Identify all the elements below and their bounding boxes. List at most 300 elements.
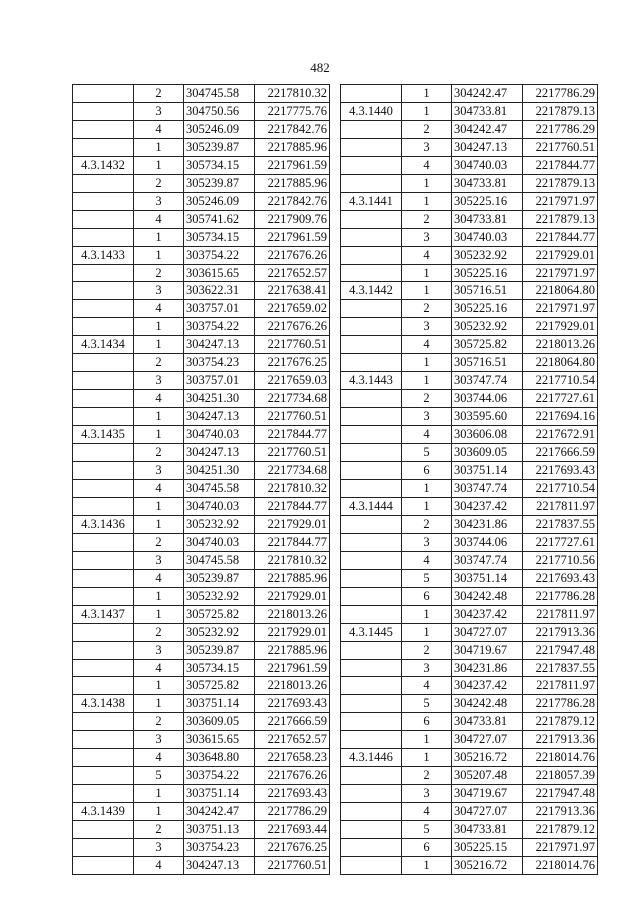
y-coordinate-cell: 2218013.26 [255, 677, 330, 695]
table-row [73, 731, 330, 749]
table-row [73, 282, 330, 300]
y-coordinate-cell: 2217811.97 [523, 497, 598, 515]
point-number-cell: 2 [402, 210, 452, 228]
table-row [73, 264, 330, 282]
parcel-id-cell [341, 695, 402, 713]
parcel-id-cell [341, 587, 402, 605]
point-number-cell: 1 [402, 856, 452, 874]
table-row [341, 731, 598, 749]
parcel-id-cell: 4.3.1439 [73, 803, 134, 821]
parcel-id-cell [341, 821, 402, 839]
parcel-id-cell [73, 533, 134, 551]
y-coordinate-cell: 2217727.61 [523, 533, 598, 551]
y-coordinate-cell: 2217947.48 [523, 641, 598, 659]
point-number-cell: 2 [134, 713, 184, 731]
point-number-cell: 1 [402, 282, 452, 300]
parcel-id-cell [341, 659, 402, 677]
point-number-cell: 2 [134, 264, 184, 282]
table-row [341, 174, 598, 192]
table-row [341, 785, 598, 803]
x-coordinate-cell: 303744.06 [452, 390, 523, 408]
y-coordinate-cell: 2217811.97 [523, 677, 598, 695]
point-number-cell: 3 [134, 551, 184, 569]
parcel-id-cell [341, 856, 402, 874]
point-number-cell: 1 [134, 587, 184, 605]
parcel-id-cell [73, 408, 134, 426]
parcel-id-cell [73, 174, 134, 192]
x-coordinate-cell: 305716.51 [452, 354, 523, 372]
parcel-id-cell [341, 533, 402, 551]
y-coordinate-cell: 2217760.51 [255, 444, 330, 462]
table-row [73, 318, 330, 336]
table-row [73, 156, 330, 174]
y-coordinate-cell: 2217811.97 [523, 605, 598, 623]
point-number-cell: 1 [402, 479, 452, 497]
y-coordinate-cell: 2217929.01 [523, 318, 598, 336]
point-number-cell: 1 [402, 102, 452, 120]
x-coordinate-cell: 303751.14 [184, 785, 255, 803]
parcel-id-cell [73, 372, 134, 390]
x-coordinate-cell: 303757.01 [184, 372, 255, 390]
point-number-cell: 1 [402, 497, 452, 515]
y-coordinate-cell: 2217885.96 [255, 641, 330, 659]
y-coordinate-cell: 2217971.97 [523, 300, 598, 318]
table-row [73, 713, 330, 731]
parcel-id-cell [73, 856, 134, 874]
parcel-id-cell [73, 677, 134, 695]
parcel-id-cell [73, 641, 134, 659]
table-row [73, 623, 330, 641]
y-coordinate-cell: 2217961.59 [255, 228, 330, 246]
table-row [73, 695, 330, 713]
point-number-cell: 2 [134, 623, 184, 641]
point-number-cell: 3 [402, 408, 452, 426]
point-number-cell: 1 [402, 372, 452, 390]
y-coordinate-cell: 2217666.59 [523, 444, 598, 462]
y-coordinate-cell: 2217786.29 [523, 120, 598, 138]
point-number-cell: 1 [402, 605, 452, 623]
y-coordinate-cell: 2217710.54 [523, 479, 598, 497]
x-coordinate-cell: 305246.09 [184, 192, 255, 210]
y-coordinate-cell: 2217961.59 [255, 156, 330, 174]
x-coordinate-cell: 305239.87 [184, 569, 255, 587]
table-row [341, 515, 598, 533]
table-row [73, 821, 330, 839]
x-coordinate-cell: 303747.74 [452, 479, 523, 497]
point-number-cell: 4 [402, 677, 452, 695]
parcel-id-cell [341, 677, 402, 695]
table-row [341, 228, 598, 246]
y-coordinate-cell: 2217885.96 [255, 174, 330, 192]
y-coordinate-cell: 2218013.26 [523, 336, 598, 354]
coordinates-table-left [72, 84, 330, 875]
page-number: 482 [310, 60, 330, 75]
x-coordinate-cell: 304242.48 [452, 587, 523, 605]
x-coordinate-cell: 304740.03 [452, 156, 523, 174]
point-number-cell: 1 [402, 354, 452, 372]
parcel-id-cell [73, 102, 134, 120]
table-row [341, 354, 598, 372]
x-coordinate-cell: 305225.16 [452, 192, 523, 210]
x-coordinate-cell: 303648.80 [184, 749, 255, 767]
parcel-id-cell [341, 264, 402, 282]
point-number-cell: 3 [402, 533, 452, 551]
coordinates-table-right [340, 84, 598, 875]
table-row [341, 336, 598, 354]
y-coordinate-cell: 2217652.57 [255, 731, 330, 749]
point-number-cell: 5 [134, 767, 184, 785]
point-number-cell: 2 [134, 444, 184, 462]
parcel-id-cell: 4.3.1435 [73, 426, 134, 444]
parcel-id-cell [341, 551, 402, 569]
table-row [73, 390, 330, 408]
parcel-id-cell [73, 569, 134, 587]
y-coordinate-cell: 2218064.80 [523, 354, 598, 372]
y-coordinate-cell: 2217710.54 [523, 372, 598, 390]
parcel-id-cell [341, 462, 402, 480]
y-coordinate-cell: 2217842.76 [255, 120, 330, 138]
point-number-cell: 5 [402, 444, 452, 462]
x-coordinate-cell: 304231.86 [452, 659, 523, 677]
y-coordinate-cell: 2218013.26 [255, 605, 330, 623]
x-coordinate-cell: 304242.47 [184, 803, 255, 821]
y-coordinate-cell: 2218014.76 [523, 749, 598, 767]
point-number-cell: 1 [134, 426, 184, 444]
table-row [73, 803, 330, 821]
x-coordinate-cell: 303609.05 [452, 444, 523, 462]
y-coordinate-cell: 2217638.41 [255, 282, 330, 300]
parcel-id-cell [73, 138, 134, 156]
table-row [73, 210, 330, 228]
point-number-cell: 1 [134, 605, 184, 623]
table-row [341, 210, 598, 228]
point-number-cell: 1 [402, 749, 452, 767]
x-coordinate-cell: 304247.13 [184, 444, 255, 462]
point-number-cell: 2 [402, 300, 452, 318]
point-number-cell: 2 [134, 821, 184, 839]
y-coordinate-cell: 2217693.43 [523, 569, 598, 587]
y-coordinate-cell: 2217837.55 [523, 515, 598, 533]
y-coordinate-cell: 2217786.28 [523, 695, 598, 713]
parcel-id-cell [341, 336, 402, 354]
x-coordinate-cell: 303609.05 [184, 713, 255, 731]
point-number-cell: 1 [402, 85, 452, 103]
x-coordinate-cell: 305725.82 [184, 677, 255, 695]
table-row [341, 767, 598, 785]
table-row [341, 120, 598, 138]
parcel-id-cell [73, 85, 134, 103]
x-coordinate-cell: 305239.87 [184, 641, 255, 659]
table-row [341, 462, 598, 480]
x-coordinate-cell: 305734.15 [184, 659, 255, 677]
parcel-id-cell [73, 785, 134, 803]
y-coordinate-cell: 2217727.61 [523, 390, 598, 408]
x-coordinate-cell: 304740.03 [184, 533, 255, 551]
y-coordinate-cell: 2218057.39 [523, 767, 598, 785]
table-row [73, 246, 330, 264]
point-number-cell: 4 [134, 390, 184, 408]
parcel-id-cell [341, 246, 402, 264]
y-coordinate-cell: 2217879.12 [523, 713, 598, 731]
point-number-cell: 1 [134, 803, 184, 821]
x-coordinate-cell: 305716.51 [452, 282, 523, 300]
table-row [73, 462, 330, 480]
parcel-id-cell: 4.3.1445 [341, 623, 402, 641]
point-number-cell: 1 [134, 515, 184, 533]
y-coordinate-cell: 2217760.51 [255, 336, 330, 354]
table-row [73, 120, 330, 138]
parcel-id-cell [341, 408, 402, 426]
point-number-cell: 3 [402, 785, 452, 803]
x-coordinate-cell: 304733.81 [452, 713, 523, 731]
point-number-cell: 2 [402, 641, 452, 659]
parcel-id-cell: 4.3.1442 [341, 282, 402, 300]
x-coordinate-cell: 304745.58 [184, 479, 255, 497]
table-row [73, 659, 330, 677]
point-number-cell: 1 [134, 695, 184, 713]
parcel-id-cell: 4.3.1436 [73, 515, 134, 533]
table-row [73, 138, 330, 156]
parcel-id-cell [73, 228, 134, 246]
y-coordinate-cell: 2217786.29 [523, 85, 598, 103]
x-coordinate-cell: 304733.81 [452, 821, 523, 839]
x-coordinate-cell: 303615.65 [184, 731, 255, 749]
point-number-cell: 5 [402, 695, 452, 713]
x-coordinate-cell: 305232.92 [452, 246, 523, 264]
y-coordinate-cell: 2217810.32 [255, 85, 330, 103]
parcel-id-cell [73, 749, 134, 767]
point-number-cell: 1 [134, 677, 184, 695]
x-coordinate-cell: 305232.92 [184, 587, 255, 605]
parcel-id-cell [73, 210, 134, 228]
table-row [341, 569, 598, 587]
parcel-id-cell: 4.3.1440 [341, 102, 402, 120]
table-row [341, 497, 598, 515]
table-row [341, 479, 598, 497]
y-coordinate-cell: 2217879.12 [523, 821, 598, 839]
table-row [341, 318, 598, 336]
y-coordinate-cell: 2217844.77 [255, 426, 330, 444]
point-number-cell: 1 [134, 228, 184, 246]
table-row [73, 408, 330, 426]
x-coordinate-cell: 303751.13 [184, 821, 255, 839]
y-coordinate-cell: 2217913.36 [523, 731, 598, 749]
parcel-id-cell [73, 354, 134, 372]
parcel-id-cell [73, 120, 134, 138]
x-coordinate-cell: 304733.81 [452, 174, 523, 192]
y-coordinate-cell: 2217844.77 [255, 533, 330, 551]
x-coordinate-cell: 303751.14 [452, 569, 523, 587]
x-coordinate-cell: 303615.65 [184, 264, 255, 282]
y-coordinate-cell: 2217693.43 [255, 695, 330, 713]
x-coordinate-cell: 305725.82 [184, 605, 255, 623]
x-coordinate-cell: 303622.31 [184, 282, 255, 300]
point-number-cell: 2 [402, 515, 452, 533]
table-row [341, 102, 598, 120]
y-coordinate-cell: 2217659.02 [255, 300, 330, 318]
x-coordinate-cell: 305232.92 [184, 515, 255, 533]
x-coordinate-cell: 304733.81 [452, 102, 523, 120]
parcel-id-cell: 4.3.1434 [73, 336, 134, 354]
parcel-id-cell [341, 300, 402, 318]
table-row [73, 641, 330, 659]
x-coordinate-cell: 305239.87 [184, 174, 255, 192]
table-row [73, 174, 330, 192]
y-coordinate-cell: 2217929.01 [255, 587, 330, 605]
x-coordinate-cell: 304237.42 [452, 677, 523, 695]
table-row [341, 372, 598, 390]
y-coordinate-cell: 2217929.01 [255, 515, 330, 533]
parcel-id-cell [341, 839, 402, 857]
x-coordinate-cell: 304750.56 [184, 102, 255, 120]
point-number-cell: 3 [134, 192, 184, 210]
parcel-id-cell [341, 138, 402, 156]
point-number-cell: 4 [134, 569, 184, 587]
point-number-cell: 4 [402, 426, 452, 444]
table-row [73, 300, 330, 318]
point-number-cell: 4 [134, 749, 184, 767]
parcel-id-cell [341, 390, 402, 408]
table-row [73, 749, 330, 767]
x-coordinate-cell: 305239.87 [184, 138, 255, 156]
y-coordinate-cell: 2217652.57 [255, 264, 330, 282]
point-number-cell: 5 [402, 569, 452, 587]
point-number-cell: 3 [134, 282, 184, 300]
point-number-cell: 4 [134, 856, 184, 874]
x-coordinate-cell: 304251.30 [184, 462, 255, 480]
parcel-id-cell [341, 803, 402, 821]
table-row [341, 677, 598, 695]
table-row [73, 192, 330, 210]
y-coordinate-cell: 2217676.25 [255, 839, 330, 857]
x-coordinate-cell: 303754.22 [184, 318, 255, 336]
point-number-cell: 3 [134, 102, 184, 120]
x-coordinate-cell: 304719.67 [452, 785, 523, 803]
point-number-cell: 4 [134, 120, 184, 138]
y-coordinate-cell: 2217775.76 [255, 102, 330, 120]
y-coordinate-cell: 2217666.59 [255, 713, 330, 731]
y-coordinate-cell: 2218014.76 [523, 856, 598, 874]
table-row [73, 533, 330, 551]
point-number-cell: 3 [402, 659, 452, 677]
parcel-id-cell [73, 587, 134, 605]
parcel-id-cell [341, 85, 402, 103]
x-coordinate-cell: 304247.13 [184, 336, 255, 354]
table-row [341, 282, 598, 300]
x-coordinate-cell: 304719.67 [452, 641, 523, 659]
parcel-id-cell [73, 318, 134, 336]
table-row [341, 659, 598, 677]
y-coordinate-cell: 2217879.13 [523, 210, 598, 228]
x-coordinate-cell: 304740.03 [184, 497, 255, 515]
x-coordinate-cell: 303606.08 [452, 426, 523, 444]
y-coordinate-cell: 2217879.13 [523, 174, 598, 192]
x-coordinate-cell: 304247.13 [184, 408, 255, 426]
point-number-cell: 3 [134, 641, 184, 659]
x-coordinate-cell: 305207.48 [452, 767, 523, 785]
parcel-id-cell [73, 479, 134, 497]
x-coordinate-cell: 305725.82 [452, 336, 523, 354]
x-coordinate-cell: 305225.16 [452, 264, 523, 282]
point-number-cell: 2 [134, 533, 184, 551]
parcel-id-cell [341, 641, 402, 659]
table-row [73, 515, 330, 533]
parcel-id-cell [73, 623, 134, 641]
point-number-cell: 5 [402, 821, 452, 839]
point-number-cell: 1 [134, 785, 184, 803]
x-coordinate-cell: 304727.07 [452, 803, 523, 821]
table-row [341, 803, 598, 821]
point-number-cell: 6 [402, 587, 452, 605]
x-coordinate-cell: 305734.15 [184, 156, 255, 174]
x-coordinate-cell: 303751.14 [452, 462, 523, 480]
table-row [341, 623, 598, 641]
x-coordinate-cell: 304251.30 [184, 390, 255, 408]
x-coordinate-cell: 305734.15 [184, 228, 255, 246]
x-coordinate-cell: 303751.14 [184, 695, 255, 713]
point-number-cell: 1 [134, 497, 184, 515]
point-number-cell: 4 [134, 479, 184, 497]
point-number-cell: 3 [134, 372, 184, 390]
y-coordinate-cell: 2217837.55 [523, 659, 598, 677]
parcel-id-cell [341, 515, 402, 533]
x-coordinate-cell: 304242.47 [452, 120, 523, 138]
table-row [73, 767, 330, 785]
x-coordinate-cell: 305232.92 [184, 623, 255, 641]
parcel-id-cell [341, 426, 402, 444]
point-number-cell: 1 [134, 138, 184, 156]
x-coordinate-cell: 303754.22 [184, 767, 255, 785]
x-coordinate-cell: 303744.06 [452, 533, 523, 551]
parcel-id-cell: 4.3.1446 [341, 749, 402, 767]
table-row [341, 551, 598, 569]
point-number-cell: 1 [134, 408, 184, 426]
point-number-cell: 4 [402, 803, 452, 821]
parcel-id-cell [73, 713, 134, 731]
parcel-id-cell [341, 444, 402, 462]
y-coordinate-cell: 2217961.59 [255, 659, 330, 677]
point-number-cell: 4 [402, 551, 452, 569]
parcel-id-cell [73, 497, 134, 515]
parcel-id-cell: 4.3.1437 [73, 605, 134, 623]
y-coordinate-cell: 2217929.01 [523, 246, 598, 264]
parcel-id-cell: 4.3.1433 [73, 246, 134, 264]
y-coordinate-cell: 2217693.44 [255, 821, 330, 839]
point-number-cell: 6 [402, 462, 452, 480]
y-coordinate-cell: 2217693.43 [523, 462, 598, 480]
table-row [73, 102, 330, 120]
parcel-id-cell [73, 551, 134, 569]
x-coordinate-cell: 305246.09 [184, 120, 255, 138]
y-coordinate-cell: 2217879.13 [523, 102, 598, 120]
parcel-id-cell [341, 767, 402, 785]
point-number-cell: 2 [134, 174, 184, 192]
x-coordinate-cell: 304237.42 [452, 497, 523, 515]
point-number-cell: 3 [134, 731, 184, 749]
x-coordinate-cell: 304727.07 [452, 731, 523, 749]
y-coordinate-cell: 2217676.26 [255, 246, 330, 264]
table-row [341, 192, 598, 210]
x-coordinate-cell: 303595.60 [452, 408, 523, 426]
x-coordinate-cell: 304247.13 [452, 138, 523, 156]
parcel-id-cell [341, 120, 402, 138]
parcel-id-cell [341, 156, 402, 174]
point-number-cell: 4 [402, 156, 452, 174]
y-coordinate-cell: 2217810.32 [255, 551, 330, 569]
y-coordinate-cell: 2217913.36 [523, 803, 598, 821]
x-coordinate-cell: 304745.58 [184, 551, 255, 569]
table-row [73, 569, 330, 587]
